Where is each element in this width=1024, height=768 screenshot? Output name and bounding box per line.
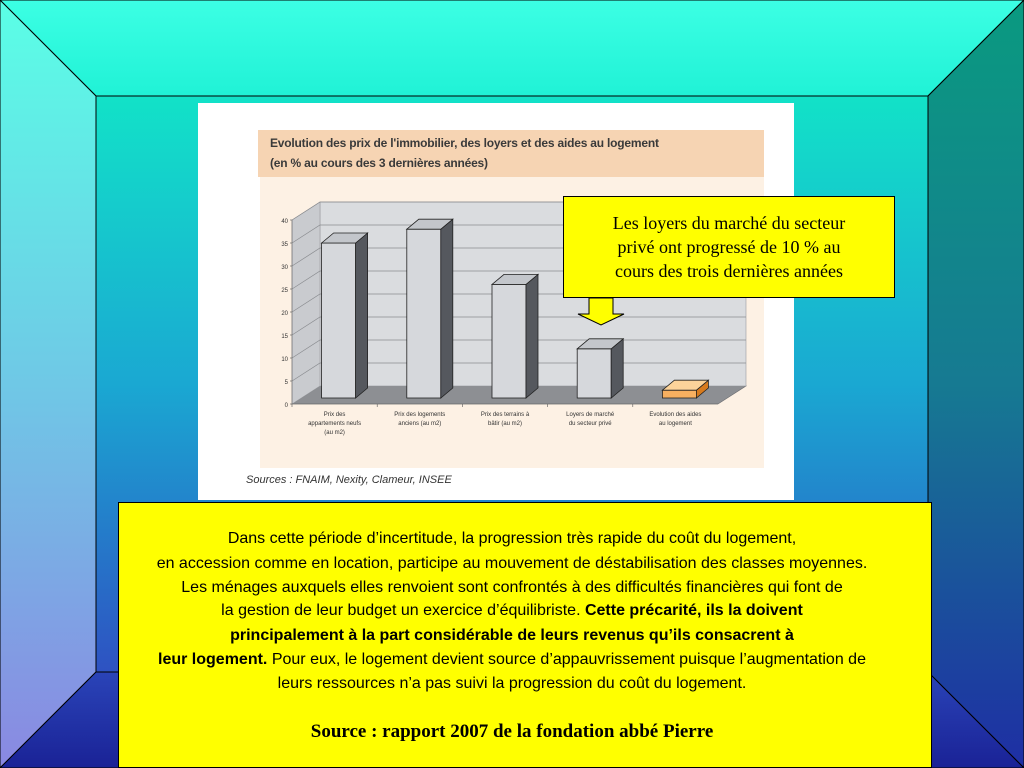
paragraph-line-6-normal: Pour eux, le logement devient source d’appauvrissement puisque l’augmentation de <box>267 651 866 668</box>
bar-front <box>662 390 696 398</box>
x-tick-label: Prix des <box>323 412 346 418</box>
paragraph-line-3: Les ménages auxquels elles renvoient sont confrontés à des difficultés financières qui font de <box>181 579 843 596</box>
bar-front <box>492 284 526 398</box>
bar-front <box>407 229 441 398</box>
paragraph-line-4 <box>0 602 1024 620</box>
bar-side <box>441 219 453 398</box>
paragraph-line-6-bold: leur logement. <box>158 651 268 668</box>
x-tick-label: Prix des terrains à <box>480 412 530 418</box>
y-tick-label: 20 <box>281 311 288 317</box>
paragraph-line-4-bold: Cette précarité, ils la doivent <box>584 602 803 619</box>
paragraph-line-7: leurs ressources n’a pas suivi la progression du coût du logement. <box>277 675 747 692</box>
bar-front <box>577 349 611 398</box>
frame-top-panel <box>0 0 1024 96</box>
bar-side <box>526 274 538 398</box>
y-tick-label: 25 <box>281 288 288 294</box>
y-tick-label: 10 <box>281 357 288 363</box>
x-tick-label: anciens (au m2) <box>398 421 442 427</box>
callout-text: Les loyers du marché du secteur privé ont progressé de 10 % au cours des trois dernières années <box>612 213 846 281</box>
y-tick-label: 40 <box>281 219 288 225</box>
paragraph-line-6 <box>0 651 1024 669</box>
y-tick-label: 15 <box>281 334 288 340</box>
paragraph-line-2: en accession comme en location, participe au mouvement de déstabilisation des classes moyennes. <box>156 555 868 572</box>
x-tick-label: bâtir (au m2) <box>487 421 523 427</box>
chart-subtitle: (en % au cours des 3 dernières années) <box>270 156 488 170</box>
x-tick-label: au logement <box>658 421 692 427</box>
x-tick-label: appartements neufs <box>308 421 362 427</box>
chart-title-band <box>258 130 764 177</box>
chart-source: Sources : FNAIM, Nexity, Clameur, INSEE <box>246 474 452 486</box>
x-tick-label: Evolution des aides <box>649 412 702 418</box>
bar-front <box>322 243 356 398</box>
source-citation: Source : rapport 2007 de la fondation abbé Pierre <box>310 721 714 742</box>
callout-box <box>563 196 895 298</box>
paragraph-line-5 <box>0 627 1024 645</box>
chart-title: Evolution des prix de l'immobilier, des loyers et des aides au logement <box>270 136 659 150</box>
x-tick-label: (au m2) <box>324 430 345 436</box>
x-tick-label: du secteur privé <box>568 421 612 427</box>
paragraph-line-4-normal: la gestion de leur budget un exercice d’équilibriste. <box>221 602 585 619</box>
y-tick-label: 35 <box>281 242 288 248</box>
down-arrow-icon <box>576 298 626 326</box>
y-tick-label: 30 <box>281 265 288 271</box>
y-tick-label: 5 <box>284 380 288 386</box>
paragraph-line-1: Dans cette période d’incertitude, la progression très rapide du coût du logement, <box>227 530 797 547</box>
x-tick-label: Prix des logements <box>394 412 446 418</box>
paragraph-line-5-bold: principalement à la part considérable de leurs revenus qu’ils consacrent à <box>230 627 794 644</box>
x-tick-label: Loyers de marché <box>566 412 615 418</box>
bar-side <box>356 233 368 398</box>
y-tick-label: 0 <box>284 403 288 409</box>
